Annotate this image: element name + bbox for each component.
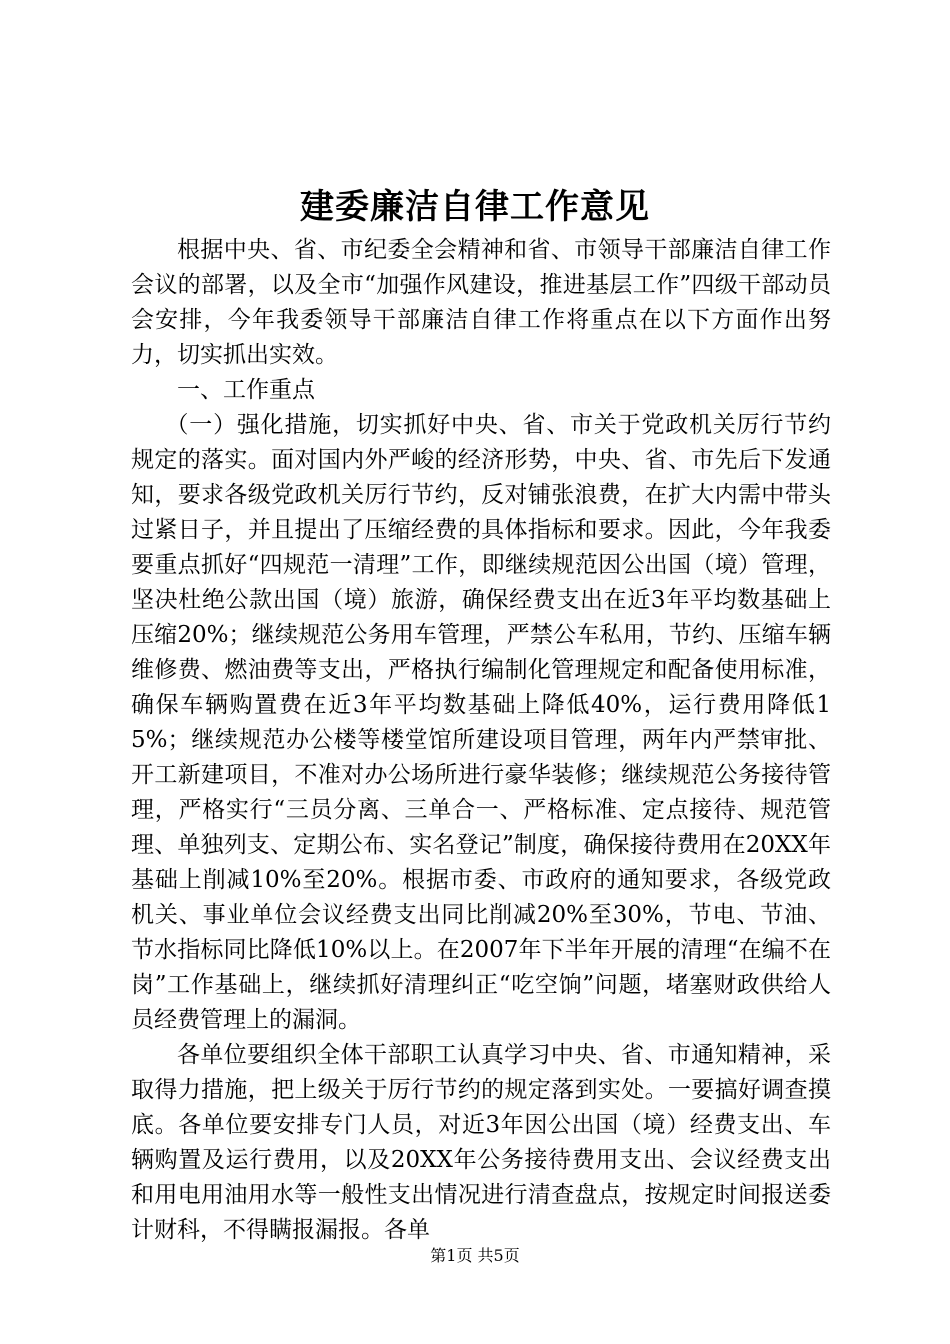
section-heading: 一、工作重点 bbox=[177, 377, 315, 403]
paragraph-implementation: 各单位要组织全体干部职工认真学习中央、省、市通知精神，采取得力措施，把上级关于厉行节约的规定落到实处。一要搞好调查摸底。各单位要安排专门人员，对近3年因公出国（境）经费支出、车辆购置及运行费用，以及20XX年公务接待费用支出、会议经费支出和用电用油用水等一般性支出情况进行清查盘点，按规定时间报送委计财科，不得瞒报漏报。各单 bbox=[131, 1042, 831, 1243]
page-footer: 第1页 共5页 bbox=[430, 1246, 520, 1265]
document-title: 建委廉洁自律工作意见 bbox=[300, 187, 650, 227]
document-body bbox=[131, 233, 831, 1248]
paragraph-intro: 根据中央、省、市纪委全会精神和省、市领导干部廉洁自律工作会议的部署，以及全市“加强作风建设，推进基层工作”四级干部动员会安排，今年我委领导干部廉洁自律工作将重点在以下方面作出努力，切实抓出实效。 bbox=[131, 237, 831, 368]
paragraph-point-one: （一）强化措施，切实抓好中央、省、市关于党政机关厉行节约规定的落实。面对国内外严峻的经济形势，中央、省、市先后下发通知，要求各级党政机关厉行节约，反对铺张浪费，在扩大内需中带头过紧日子，并且提出了压缩经费的具体指标和要求。因此，今年我委要重点抓好“四规范一清理”工作，即继续规范因公出国（境）管理，坚决杜绝公款出国（境）旅游，确保经费支出在近3年平均数基础上压缩20%；继续规范公务用车管理，严禁公车私用，节约、压缩车辆维修费、燃油费等支出，严格执行编制化管理规定和配备使用标准，确保车辆购置费在近3年平均数基础上降低40%，运行费用降低15%；继续规范办公楼等楼堂馆所建设项目管理，两年内严禁审批、开工新建项目，不准对办公场所进行豪华装修；继续规范公务接待管理，严格实行“三员分离、三单合一、严格标准、定点接待、规范管理、单独列支、定期公布、实名登记”制度，确保接待费用在20XX年基础上削减10%至20%。根据市委、市政府的通知要求，各级党政机关、事业单位会议经费支出同比削减20%至30%，节电、节油、节水指标同比降低10%以上。在2007年下半年开展的清理“在编不在岗”工作基础上，继续抓好清理纠正“吃空饷”问题，堵塞财政供给人员经费管理上的漏洞。 bbox=[131, 412, 831, 1033]
